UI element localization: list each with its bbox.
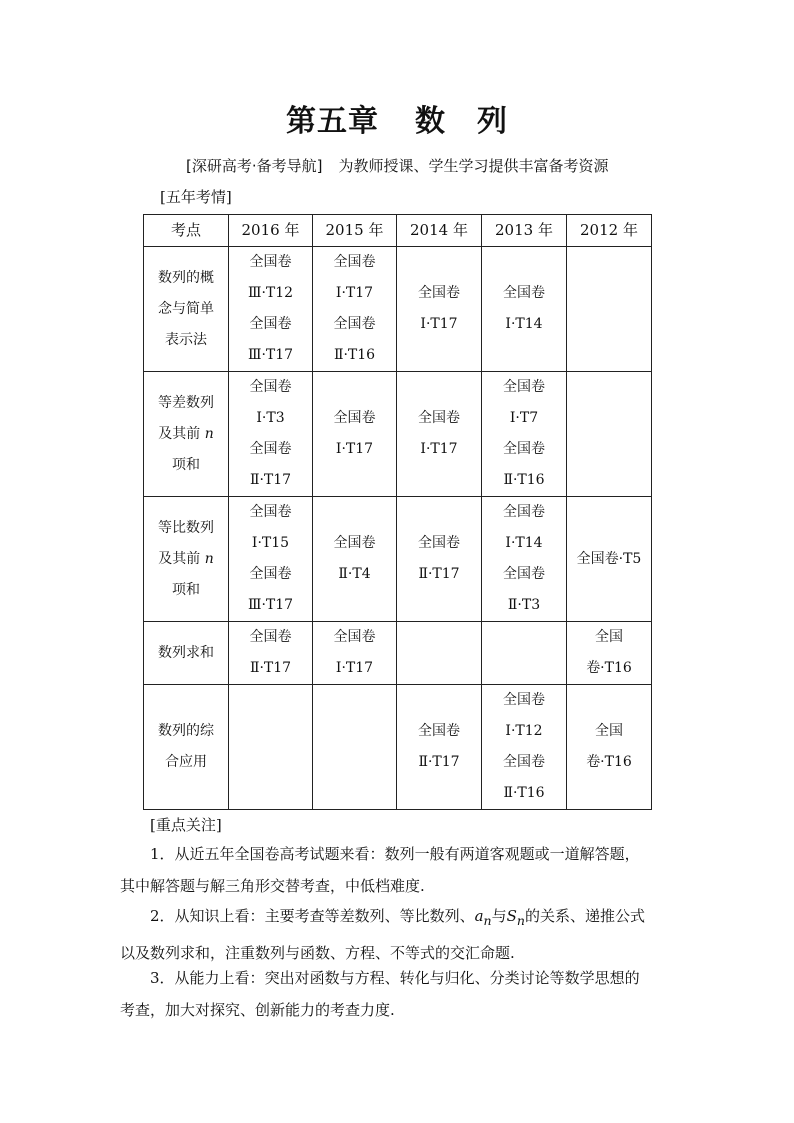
topic-cell xyxy=(144,497,229,622)
focus-point-3 xyxy=(120,962,680,1026)
cell-line: Ⅱ·T16 xyxy=(333,347,376,363)
cell-line: 全国卷 xyxy=(333,410,376,426)
a-variable: a xyxy=(474,907,484,925)
topic-cell xyxy=(144,622,229,685)
focus-point-line xyxy=(120,962,680,994)
point-heading: 从能力上看： xyxy=(174,969,265,987)
cell-line: 全国卷 xyxy=(249,441,292,457)
table-cell xyxy=(482,497,567,622)
cell-line: Ⅰ·T17 xyxy=(335,441,374,457)
five-year-label: [五年考情] xyxy=(160,188,232,206)
table-cell xyxy=(229,372,313,497)
a-subscript: n xyxy=(483,913,492,928)
topic-line: 及其前 n xyxy=(158,425,214,442)
point-number: 2． xyxy=(150,907,175,925)
cell-line: 全国卷 xyxy=(249,629,292,645)
table-cell xyxy=(567,622,652,685)
s-variable: S xyxy=(506,907,517,925)
cell-line: 全国卷 xyxy=(503,379,545,395)
cell-line: Ⅱ·T4 xyxy=(338,566,371,582)
cell-line: Ⅲ·T12 xyxy=(247,285,294,301)
table-row xyxy=(144,247,652,372)
header-year: 2014 年 xyxy=(397,215,482,247)
table-cell xyxy=(313,622,397,685)
exam-statistics-table xyxy=(143,214,652,810)
cell-line: Ⅱ·T17 xyxy=(249,472,292,488)
cell-line: 全国卷 xyxy=(503,504,545,520)
cell-line: Ⅰ·T14 xyxy=(505,316,543,332)
focus-point-line xyxy=(120,838,680,870)
table-row xyxy=(144,622,652,685)
cell-line: Ⅱ·T16 xyxy=(503,472,545,488)
cell-line: 全国卷 xyxy=(503,754,545,770)
topic-line: 数列求和 xyxy=(158,644,214,661)
cell-line: 全国卷 xyxy=(333,535,376,551)
point-body: 主要考查等差数列、等比数列、 xyxy=(264,907,475,925)
table-row xyxy=(144,372,652,497)
point-body: 数列一般有两道客观题或一道解答题， xyxy=(384,845,640,863)
table-header-row xyxy=(144,215,652,247)
cell-line: 卷·T16 xyxy=(586,660,632,676)
topic-line: 项和 xyxy=(172,581,200,598)
point-body: 的关系、递推公式 xyxy=(524,907,645,925)
table-cell xyxy=(482,372,567,497)
cell-line: 全国卷 xyxy=(503,566,545,582)
table-cell-empty xyxy=(397,622,482,685)
cell-line: Ⅲ·T17 xyxy=(247,597,294,613)
cell-line: Ⅱ·T16 xyxy=(503,785,545,801)
cell-line: 全国卷 xyxy=(418,723,460,739)
topic-line: 等比数列 xyxy=(158,519,214,536)
table-cell-empty xyxy=(567,372,652,497)
cell-line: Ⅲ·T17 xyxy=(247,347,294,363)
cell-line: Ⅰ·T17 xyxy=(335,285,374,301)
table-cell xyxy=(313,247,397,372)
table-cell xyxy=(567,685,652,810)
chapter-title xyxy=(0,96,794,140)
cell-line: 全国卷 xyxy=(249,254,292,270)
table-cell xyxy=(397,685,482,810)
topic-line: 数列的综 xyxy=(158,723,214,739)
focus-point-line xyxy=(120,900,680,937)
table-row xyxy=(144,685,652,810)
table-cell xyxy=(313,497,397,622)
header-topic: 考点 xyxy=(144,215,229,247)
chapter-name: 数 列 xyxy=(415,104,508,139)
cell-line: Ⅰ·T14 xyxy=(505,535,543,551)
table-cell-empty xyxy=(229,685,313,810)
chapter-number: 第五章 xyxy=(286,104,379,139)
n-variable: n xyxy=(204,425,214,442)
topic-cell xyxy=(144,247,229,372)
table-cell xyxy=(397,247,482,372)
cell-line: 卷·T16 xyxy=(586,754,632,770)
table-cell xyxy=(397,372,482,497)
cell-line: Ⅱ·T17 xyxy=(418,754,460,770)
point-heading: 从近五年全国卷高考试题来看： xyxy=(174,845,385,863)
n-variable: n xyxy=(204,550,214,567)
topic-line: 等差数列 xyxy=(158,394,214,411)
cell-line: 全国 xyxy=(595,723,623,739)
point-number: 1． xyxy=(150,845,175,863)
cell-line: 全国卷·T5 xyxy=(576,550,642,567)
cell-line: 全国卷 xyxy=(418,535,460,551)
cell-line: 全国卷 xyxy=(333,316,376,332)
cell-line: 全国卷 xyxy=(333,629,376,645)
cell-line: Ⅰ·T12 xyxy=(505,723,543,739)
focus-point-2 xyxy=(120,900,680,969)
table-cell-empty xyxy=(313,685,397,810)
header-year: 2016 年 xyxy=(229,215,313,247)
topic-cell xyxy=(144,372,229,497)
topic-line: 数列的概 xyxy=(158,269,214,286)
cell-line: 全国卷 xyxy=(249,566,292,582)
cell-line: 全国卷 xyxy=(503,692,545,708)
subtitle-bracket-text: [深研高考·备考导航] xyxy=(186,157,323,175)
focus-point-line: 其中解答题与解三角形交替考查，中低档难度. xyxy=(120,877,425,895)
table-cell xyxy=(482,247,567,372)
topic-line: 及其前 n xyxy=(158,550,214,567)
header-year: 2015 年 xyxy=(313,215,397,247)
table-cell xyxy=(229,247,313,372)
table-cell xyxy=(229,622,313,685)
s-subscript: n xyxy=(516,913,525,928)
focus-point-1 xyxy=(120,838,680,902)
cell-line: Ⅰ·T17 xyxy=(420,316,458,332)
cell-line: Ⅱ·T3 xyxy=(507,597,541,613)
point-body: 与 xyxy=(491,907,507,925)
subtitle xyxy=(186,155,609,176)
cell-line: 全国卷 xyxy=(418,285,460,301)
table-cell-empty xyxy=(567,247,652,372)
topic-line: 合应用 xyxy=(165,754,207,770)
topic-line: 表示法 xyxy=(165,331,207,348)
table-cell xyxy=(482,685,567,810)
topic-cell xyxy=(144,685,229,810)
cell-line: 全国卷 xyxy=(249,316,292,332)
cell-line: Ⅱ·T17 xyxy=(418,566,460,582)
table-cell xyxy=(229,497,313,622)
cell-line: 全国卷 xyxy=(333,254,376,270)
cell-line: 全国卷 xyxy=(249,504,292,520)
point-heading: 从知识上看： xyxy=(174,907,265,925)
cell-line: 全国 xyxy=(595,629,623,645)
point-number: 3． xyxy=(150,969,175,987)
topic-line: 项和 xyxy=(172,456,200,473)
cell-line: Ⅰ·T15 xyxy=(251,535,290,551)
table-cell-empty xyxy=(482,622,567,685)
point-body: 突出对函数与方程、转化与归化、分类讨论等数学思想的 xyxy=(264,969,640,987)
cell-line: Ⅰ·T17 xyxy=(420,441,458,457)
cell-line: Ⅱ·T17 xyxy=(249,660,292,676)
table-row xyxy=(144,497,652,622)
cell-line: 全国卷 xyxy=(503,441,545,457)
cell-line: 全国卷 xyxy=(503,285,545,301)
cell-line: Ⅰ·T7 xyxy=(509,410,539,426)
table-cell xyxy=(313,372,397,497)
header-year: 2013 年 xyxy=(482,215,567,247)
table-cell xyxy=(567,497,652,622)
focus-point-line: 考查，加大对探究、创新能力的考查力度. xyxy=(120,1001,395,1019)
focus-point-line: 以及数列求和，注重数列与函数、方程、不等式的交汇命题. xyxy=(120,944,515,962)
subtitle-description: 为教师授课、学生学习提供丰富备考资源 xyxy=(338,157,609,175)
cell-line: Ⅰ·T3 xyxy=(256,410,285,426)
table-cell xyxy=(397,497,482,622)
topic-line: 念与简单 xyxy=(158,300,214,317)
cell-line: 全国卷 xyxy=(249,379,292,395)
cell-line: 全国卷 xyxy=(418,410,460,426)
focus-label: [重点关注] xyxy=(150,816,222,834)
header-year: 2012 年 xyxy=(567,215,652,247)
cell-line: Ⅰ·T17 xyxy=(335,660,374,676)
